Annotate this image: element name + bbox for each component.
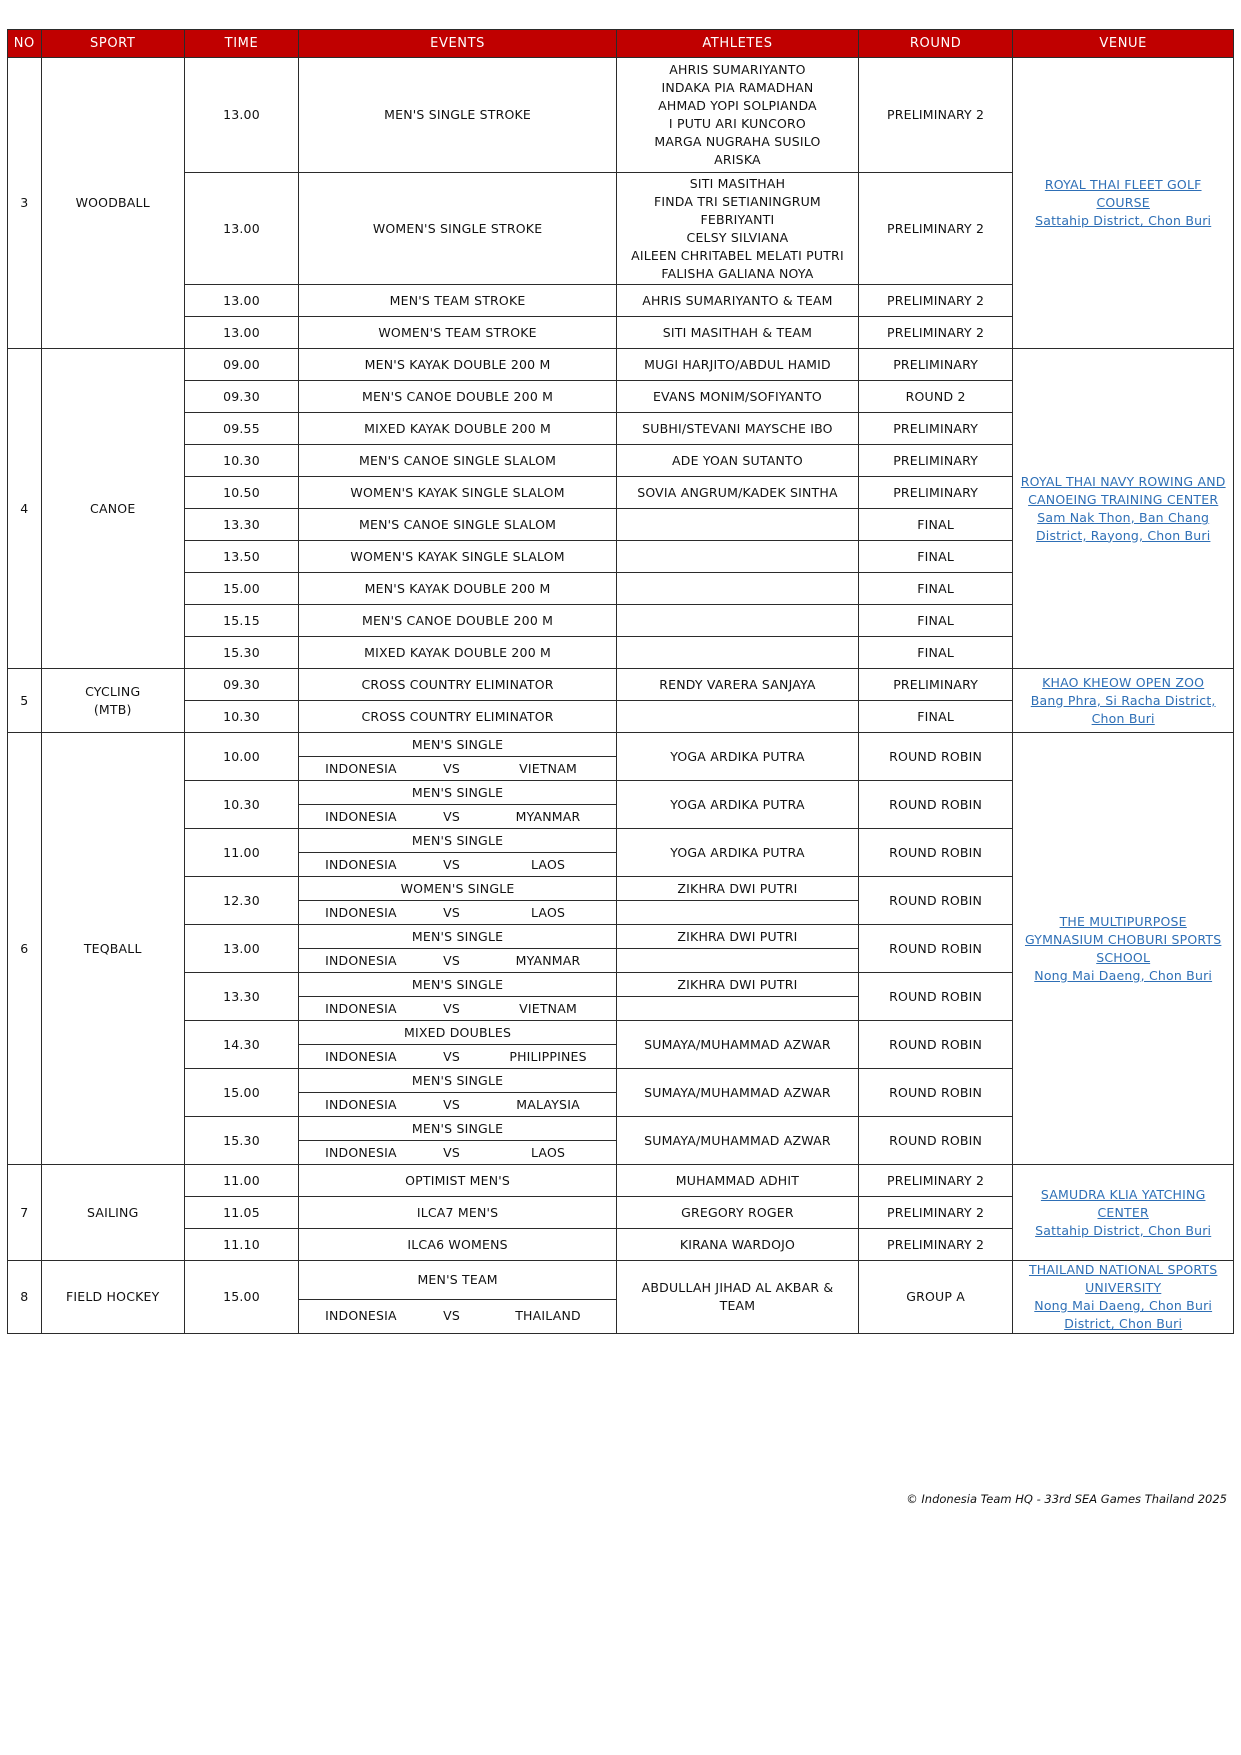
athlete-name: I PUTU ARI KUNCORO <box>668 116 806 131</box>
event-time: 09.30 <box>184 381 298 413</box>
vs-label: VS <box>443 808 460 824</box>
athletes-cell: SUMAYA/MUHAMMAD AZWAR <box>617 1069 859 1117</box>
team-away: MYANMAR <box>515 808 581 824</box>
team-away: PHILIPPINES <box>509 1048 587 1064</box>
venue-name-line[interactable]: SAMUDRA KLIA YATCHING <box>1040 1186 1206 1202</box>
event-name: MEN'S SINGLE <box>299 973 617 997</box>
event-round: PRELIMINARY 2 <box>858 173 1013 285</box>
event-time: 10.00 <box>184 733 298 781</box>
event-time: 15.15 <box>184 605 298 637</box>
team-away: VIETNAM <box>519 1000 577 1016</box>
table-row <box>8 1165 1234 1197</box>
athletes-cell <box>617 637 859 669</box>
athletes-cell-empty <box>617 901 859 925</box>
event-name: WOMEN'S SINGLE STROKE <box>299 173 617 285</box>
event-time: 09.55 <box>184 413 298 445</box>
event-name: CROSS COUNTRY ELIMINATOR <box>299 669 617 701</box>
match-teams <box>299 1045 617 1069</box>
vs-label: VS <box>443 760 460 776</box>
venue-name-line[interactable]: UNIVERSITY <box>1085 1280 1162 1295</box>
vs-label: VS <box>443 952 460 968</box>
sport-name: CANOE <box>41 349 184 669</box>
event-time: 10.50 <box>184 477 298 509</box>
athletes-cell: YOGA ARDIKA PUTRA <box>617 829 859 877</box>
athletes-cell <box>617 173 859 285</box>
event-time: 15.30 <box>184 637 298 669</box>
venue-name-line[interactable]: GYMNASIUM CHOBURI SPORTS <box>1024 931 1222 947</box>
team-home: INDONESIA <box>325 760 397 776</box>
event-time: 15.30 <box>184 1117 298 1165</box>
sport-no: 8 <box>8 1261 42 1334</box>
athlete-name: AILEEN CHRITABEL MELATI PUTRI <box>631 247 844 263</box>
athletes-cell: YOGA ARDIKA PUTRA <box>617 781 859 829</box>
sport-name: FIELD HOCKEY <box>41 1261 184 1334</box>
event-time: 12.30 <box>184 877 298 925</box>
venue-location-line[interactable]: Bang Phra, Si Racha District, <box>1030 692 1216 708</box>
event-name: MEN'S SINGLE <box>299 1117 617 1141</box>
team-home: INDONESIA <box>325 904 397 920</box>
venue-link[interactable] <box>1013 1261 1234 1334</box>
athletes-cell: GREGORY ROGER <box>617 1197 859 1229</box>
venue-location-line[interactable]: Sam Nak Thon, Ban Chang <box>1037 509 1210 525</box>
event-time: 13.00 <box>184 58 298 173</box>
event-name: CROSS COUNTRY ELIMINATOR <box>299 701 617 733</box>
athletes-cell: YOGA ARDIKA PUTRA <box>617 733 859 781</box>
athletes-cell: ZIKHRA DWI PUTRI <box>617 877 859 901</box>
team-home: INDONESIA <box>325 1096 397 1112</box>
event-round: ROUND ROBIN <box>858 925 1013 973</box>
event-round: ROUND ROBIN <box>858 1021 1013 1069</box>
team-away: LAOS <box>530 904 566 920</box>
match-teams <box>299 757 617 781</box>
event-time: 11.10 <box>184 1229 298 1261</box>
venue-location-line[interactable]: Sattahip District, Chon Buri <box>1035 213 1212 228</box>
sport-no: 5 <box>8 669 42 733</box>
event-time: 13.00 <box>184 925 298 973</box>
event-time: 11.00 <box>184 1165 298 1197</box>
team-home: INDONESIA <box>325 952 397 968</box>
athlete-name: ARISKA <box>714 152 761 167</box>
athletes-cell: MUHAMMAD ADHIT <box>617 1165 859 1197</box>
athletes-cell <box>617 1261 859 1334</box>
athletes-cell: ADE YOAN SUTANTO <box>617 445 859 477</box>
event-round: ROUND ROBIN <box>858 829 1013 877</box>
venue-link[interactable] <box>1013 58 1234 349</box>
event-round: PRELIMINARY 2 <box>858 285 1013 317</box>
match-teams <box>299 1141 617 1165</box>
event-time: 10.30 <box>184 701 298 733</box>
event-name: MEN'S TEAM STROKE <box>299 285 617 317</box>
event-round: PRELIMINARY 2 <box>858 1165 1013 1197</box>
event-round: ROUND ROBIN <box>858 733 1013 781</box>
sport-no: 6 <box>8 733 42 1165</box>
event-time: 14.30 <box>184 1021 298 1069</box>
venue-location-line[interactable]: Nong Mai Daeng, Chon Buri <box>1034 967 1213 983</box>
header-sport: SPORT <box>41 30 184 58</box>
table-row <box>8 733 1234 757</box>
team-home: INDONESIA <box>325 1048 397 1064</box>
sport-name-line: CYCLING <box>85 683 141 699</box>
event-time: 13.00 <box>184 317 298 349</box>
event-time: 11.00 <box>184 829 298 877</box>
sport-no: 4 <box>8 349 42 669</box>
team-home: INDONESIA <box>325 1308 397 1324</box>
table-row <box>8 349 1234 381</box>
event-time: 13.30 <box>184 973 298 1021</box>
team-away: LAOS <box>530 1144 566 1160</box>
team-away: MALAYSIA <box>516 1096 580 1112</box>
event-round: PRELIMINARY 2 <box>858 317 1013 349</box>
match-teams <box>299 949 617 973</box>
venue-name-line[interactable]: ROYAL THAI FLEET GOLF <box>1044 177 1202 192</box>
header-venue: VENUE <box>1013 30 1234 58</box>
venue-link[interactable] <box>1013 669 1234 733</box>
event-time: 09.00 <box>184 349 298 381</box>
event-time: 11.05 <box>184 1197 298 1229</box>
event-name: ILCA7 MEN'S <box>299 1197 617 1229</box>
venue-link[interactable] <box>1013 349 1234 669</box>
event-name: MEN'S SINGLE <box>299 829 617 853</box>
event-round: PRELIMINARY <box>858 477 1013 509</box>
venue-name-line[interactable]: CANOEING TRAINING CENTER <box>1028 491 1219 507</box>
event-time: 10.30 <box>184 445 298 477</box>
event-name: MEN'S CANOE SINGLE SLALOM <box>299 445 617 477</box>
athlete-name: AHRIS SUMARIYANTO <box>669 62 806 77</box>
vs-label: VS <box>443 1000 460 1016</box>
athletes-cell: SUMAYA/MUHAMMAD AZWAR <box>617 1021 859 1069</box>
match-teams <box>299 901 617 925</box>
team-home: INDONESIA <box>325 1144 397 1160</box>
sport-name-line: (MTB) <box>93 701 132 717</box>
header-athletes: ATHLETES <box>617 30 859 58</box>
table-row <box>8 1261 1234 1300</box>
athletes-cell <box>617 573 859 605</box>
vs-label: VS <box>443 1048 460 1064</box>
match-teams <box>299 997 617 1021</box>
header-no: NO <box>8 30 42 58</box>
team-home: INDONESIA <box>325 808 397 824</box>
sport-name <box>41 669 184 733</box>
vs-label: VS <box>443 1308 460 1324</box>
athletes-cell-empty <box>617 949 859 973</box>
vs-label: VS <box>443 1096 460 1112</box>
sport-name: TEQBALL <box>41 733 184 1165</box>
event-round: FINAL <box>858 573 1013 605</box>
match-teams <box>299 1299 617 1333</box>
venue-name-line[interactable]: COURSE <box>1096 195 1150 210</box>
team-away: MYANMAR <box>515 952 581 968</box>
athlete-name: ABDULLAH JIHAD AL AKBAR & <box>641 1280 834 1295</box>
vs-label: VS <box>443 904 460 920</box>
athletes-cell: ZIKHRA DWI PUTRI <box>617 925 859 949</box>
event-round: FINAL <box>858 541 1013 573</box>
event-round: PRELIMINARY <box>858 669 1013 701</box>
event-round: ROUND ROBIN <box>858 1069 1013 1117</box>
match-teams <box>299 805 617 829</box>
athletes-cell: SUMAYA/MUHAMMAD AZWAR <box>617 1117 859 1165</box>
vs-label: VS <box>443 1144 460 1160</box>
athletes-cell: ZIKHRA DWI PUTRI <box>617 973 859 997</box>
header-round: ROUND <box>858 30 1013 58</box>
venue-location-line[interactable]: District, Rayong, Chon Buri <box>1035 527 1211 543</box>
header-row <box>8 30 1234 58</box>
event-round: ROUND ROBIN <box>858 973 1013 1021</box>
event-round: ROUND 2 <box>858 381 1013 413</box>
event-name: MEN'S CANOE DOUBLE 200 M <box>299 381 617 413</box>
athletes-cell <box>617 58 859 173</box>
event-name: MIXED KAYAK DOUBLE 200 M <box>299 413 617 445</box>
athletes-cell <box>617 605 859 637</box>
event-time: 15.00 <box>184 573 298 605</box>
sport-no: 7 <box>8 1165 42 1261</box>
event-time: 09.30 <box>184 669 298 701</box>
event-name: WOMEN'S KAYAK SINGLE SLALOM <box>299 477 617 509</box>
event-name: MEN'S CANOE SINGLE SLALOM <box>299 509 617 541</box>
event-name: WOMEN'S TEAM STROKE <box>299 317 617 349</box>
venue-name-line[interactable]: SCHOOL <box>1096 949 1151 965</box>
athlete-name: AHMAD YOPI SOLPIANDA <box>658 98 817 113</box>
sport-name: WOODBALL <box>41 58 184 349</box>
athletes-cell: EVANS MONIM/SOFIYANTO <box>617 381 859 413</box>
athletes-cell <box>617 541 859 573</box>
venue-link[interactable] <box>1013 1165 1234 1261</box>
event-name: MEN'S SINGLE <box>299 1069 617 1093</box>
athlete-name: FALISHA GALIANA NOYA <box>661 265 814 281</box>
event-name: ILCA6 WOMENS <box>299 1229 617 1261</box>
event-name: MEN'S TEAM <box>299 1261 617 1300</box>
athletes-cell: AHRIS SUMARIYANTO & TEAM <box>617 285 859 317</box>
venue-location-line[interactable]: District, Chon Buri <box>1064 1316 1183 1331</box>
athletes-cell: SOVIA ANGRUM/KADEK SINTHA <box>617 477 859 509</box>
event-round: PRELIMINARY 2 <box>858 58 1013 173</box>
schedule-table <box>7 29 1234 1334</box>
table-row <box>8 669 1234 701</box>
event-time: 13.00 <box>184 173 298 285</box>
sport-name: SAILING <box>41 1165 184 1261</box>
athlete-name: INDAKA PIA RAMADHAN <box>661 80 814 95</box>
event-round: PRELIMINARY <box>858 349 1013 381</box>
event-round: PRELIMINARY 2 <box>858 1197 1013 1229</box>
athletes-cell: SITI MASITHAH & TEAM <box>617 317 859 349</box>
athlete-name: MARGA NUGRAHA SUSILO <box>654 134 821 149</box>
vs-label: VS <box>443 856 460 872</box>
match-teams <box>299 853 617 877</box>
event-name: MEN'S KAYAK DOUBLE 200 M <box>299 573 617 605</box>
event-round: FINAL <box>858 509 1013 541</box>
event-round: ROUND ROBIN <box>858 781 1013 829</box>
copyright-footer: © Indonesia Team HQ - 33rd SEA Games Thailand 2025 <box>906 1492 1227 1506</box>
event-name: OPTIMIST MEN'S <box>299 1165 617 1197</box>
venue-location-line[interactable]: Chon Buri <box>1091 710 1155 726</box>
venue-name-line[interactable]: THE MULTIPURPOSE <box>1059 913 1187 929</box>
athletes-cell <box>617 509 859 541</box>
venue-link[interactable] <box>1013 733 1234 1165</box>
event-time: 10.30 <box>184 781 298 829</box>
event-time: 13.00 <box>184 285 298 317</box>
venue-name-line[interactable]: THAILAND NATIONAL SPORTS <box>1028 1262 1218 1277</box>
event-round: FINAL <box>858 637 1013 669</box>
event-name: MEN'S CANOE DOUBLE 200 M <box>299 605 617 637</box>
event-round: ROUND ROBIN <box>858 877 1013 925</box>
athlete-name: CELSY SILVIANA <box>686 229 789 245</box>
event-name: MEN'S SINGLE STROKE <box>299 58 617 173</box>
event-name: MEN'S SINGLE <box>299 781 617 805</box>
venue-location-line[interactable]: Sattahip District, Chon Buri <box>1035 1222 1212 1238</box>
athletes-cell-empty <box>617 997 859 1021</box>
sport-no: 3 <box>8 58 42 349</box>
team-home: INDONESIA <box>325 856 397 872</box>
event-name: WOMEN'S SINGLE <box>299 877 617 901</box>
event-round: PRELIMINARY <box>858 445 1013 477</box>
athletes-cell: RENDY VARERA SANJAYA <box>617 669 859 701</box>
venue-name-line[interactable]: KHAO KHEOW OPEN ZOO <box>1042 674 1205 690</box>
event-round: PRELIMINARY 2 <box>858 1229 1013 1261</box>
event-round: GROUP A <box>858 1261 1013 1334</box>
venue-name-line[interactable]: ROYAL THAI NAVY ROWING AND <box>1020 473 1226 489</box>
athlete-name: SITI MASITHAH <box>689 175 786 191</box>
athletes-cell: KIRANA WARDOJO <box>617 1229 859 1261</box>
event-name: MIXED KAYAK DOUBLE 200 M <box>299 637 617 669</box>
event-round: ROUND ROBIN <box>858 1117 1013 1165</box>
event-name: MEN'S SINGLE <box>299 925 617 949</box>
event-time: 15.00 <box>184 1261 298 1334</box>
event-name: MIXED DOUBLES <box>299 1021 617 1045</box>
athlete-name: TEAM <box>719 1298 756 1313</box>
match-teams <box>299 1093 617 1117</box>
team-away: VIETNAM <box>519 760 577 776</box>
header-events: EVENTS <box>299 30 617 58</box>
table-row <box>8 58 1234 173</box>
athletes-cell: SUBHI/STEVANI MAYSCHE IBO <box>617 413 859 445</box>
venue-name-line[interactable]: CENTER <box>1097 1204 1149 1220</box>
venue-location-line[interactable]: Nong Mai Daeng, Chon Buri <box>1034 1298 1213 1313</box>
athlete-name: FEBRIYANTI <box>700 211 775 227</box>
event-round: PRELIMINARY <box>858 413 1013 445</box>
athletes-cell <box>617 701 859 733</box>
event-name: WOMEN'S KAYAK SINGLE SLALOM <box>299 541 617 573</box>
event-name: MEN'S SINGLE <box>299 733 617 757</box>
header-time: TIME <box>184 30 298 58</box>
team-home: INDONESIA <box>325 1000 397 1016</box>
team-away: LAOS <box>530 856 566 872</box>
event-name: MEN'S KAYAK DOUBLE 200 M <box>299 349 617 381</box>
event-round: FINAL <box>858 701 1013 733</box>
athletes-cell: MUGI HARJITO/ABDUL HAMID <box>617 349 859 381</box>
event-time: 15.00 <box>184 1069 298 1117</box>
event-time: 13.50 <box>184 541 298 573</box>
athlete-name: FINDA TRI SETIANINGRUM <box>653 193 821 209</box>
event-round: FINAL <box>858 605 1013 637</box>
event-time: 13.30 <box>184 509 298 541</box>
team-away: THAILAND <box>515 1308 581 1324</box>
